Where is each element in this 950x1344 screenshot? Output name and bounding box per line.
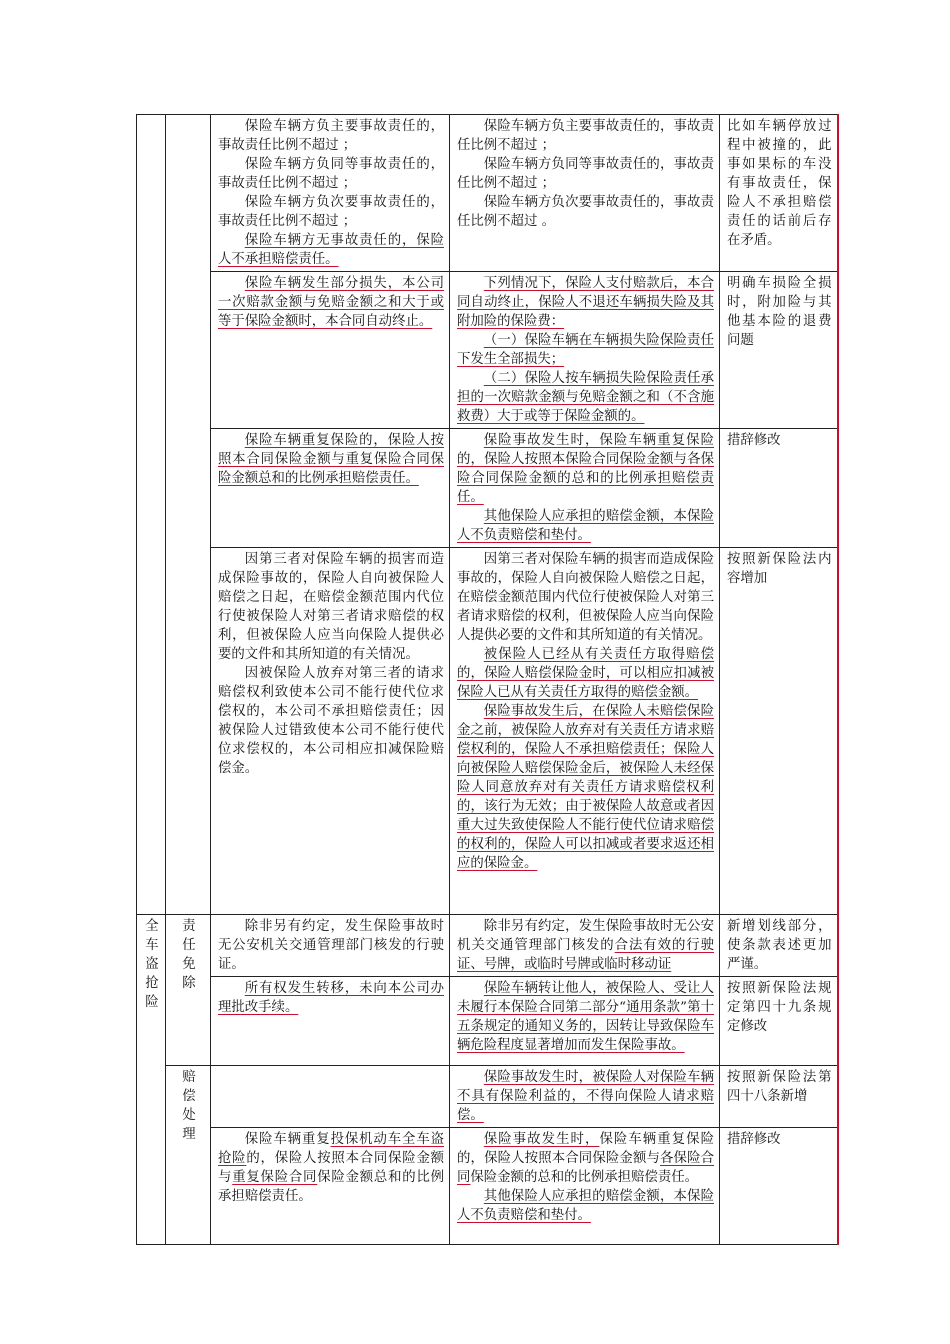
table-row xyxy=(137,1066,838,1128)
old-clause-cell xyxy=(211,1066,450,1128)
table-row xyxy=(137,272,838,429)
section-cell xyxy=(137,115,166,915)
old-clause-cell: 除非另有约定，发生保险事故时无公安机关交通管理部门核发的行驶证。 xyxy=(211,915,450,977)
new-clause-cell: 保险车辆方负主要事故责任的，事故责任比例不超过 ； 保险车辆方负同等事故责任的，事故责任比例不超过 ； 保险车辆方负次要事故责任的，事故责任比例不超过 。 xyxy=(450,115,720,272)
subsection-cell xyxy=(166,1066,211,1245)
old-clause-cell: 保险车辆重复保险的，保险人按照本合同保险金额与重复保险合同保险金额总和的比例承担赔偿责任。 xyxy=(211,429,450,548)
table-row xyxy=(137,115,838,272)
note-cell: 按照新保险法内容增加 xyxy=(720,548,838,915)
table-row xyxy=(137,977,838,1066)
note-cell: 新增划线部分，使条款表述更加严谨。 xyxy=(720,915,838,977)
subsection-title: 责任免除 xyxy=(182,919,196,991)
new-clause-cell: 下列情况下，保险人支付赔款后，本合同自动终止，保险人不退还车辆损失险及其附加险的保险费： （一）保险车辆在车辆损失险保险责任下发生全部损失； （二）保险人按车辆损失险保险责任承担的一次赔款金额与免赔金额之和（不含施救费）大于或等于保险金额的。 xyxy=(450,272,720,429)
deleted-text: 保险车辆方无事故责任的，保险人不承担赔偿责任。 xyxy=(218,233,444,267)
old-clause-cell: 所有权发生转移，未向本公司办理批改手续。 xyxy=(211,977,450,1066)
old-clause-cell: 保险车辆发生部分损失，本公司一次赔款金额与免赔金额之和大于或等于保险金额时，本合同自动终止。 xyxy=(211,272,450,429)
subsection-cell xyxy=(166,115,211,915)
new-clause-cell: 因第三者对保险车辆的损害而造成保险事故的，保险人自向被保险人赔偿之日起，在赔偿金额范围内代位行使被保险人对第三者请求赔偿的权利，但被保险人应当向保险人提供必要的文件和其所知道的有关情况。 被保险人已经从有关责任方取得赔偿的，保险人赔偿保险金时，可以相应扣减被保险人已从有关责任方取得的赔偿金额。 保险事故发生后，在保险人未赔偿保险金之前，被保险人放弃对有关责任方请求赔偿权利的，保险人不承担赔偿责任；保险人向被保险人赔偿保险金后，被保险人未经保险人同意放弃对有关责任方请求赔偿权利的，该行为无效；由于被保险人故意或者因重大过失致使保险人不能行使代位请求赔偿的权利的，保险人可以扣减或者要求返还相应的保险金。 xyxy=(450,548,720,915)
old-clause-cell: 因第三者对保险车辆的损害而造成保险事故的，保险人自向被保险人赔偿之日起，在赔偿金额范围内代位行使被保险人对第三者请求赔偿的权利，但被保险人应当向保险人提供必要的文件和其所知道的有关情况。 因被保险人放弃对第三者的请求赔偿权利致使本公司不能行使代位求偿权的，本公司不承担赔偿责任；因被保险人过错致使本公司不能行使代位求偿权的，本公司相应扣减保险赔偿金。 xyxy=(211,548,450,915)
comparison-table xyxy=(136,114,839,1245)
new-clause-cell: 除非另有约定，发生保险事故时无公安机关交通管理部门核发的合法有效的行驶证、号牌，或临时号牌或临时移动证 xyxy=(450,915,720,977)
table-row xyxy=(137,1128,838,1245)
section-cell xyxy=(137,915,166,1245)
old-clause-cell: 保险车辆方负主要事故责任的，事故责任比例不超过 ； 保险车辆方负同等事故责任的，事故责任比例不超过 ； 保险车辆方负次要事故责任的，事故责任比例不超过 ； 保险车辆方无事故责任的，保险人不承担赔偿责任。 xyxy=(211,115,450,272)
new-clause-cell: 保险车辆转让他人，被保险人、受让人未履行本保险合同第二部分“通用条款”第十五条规定的通知义务的，因转让导致保险车辆危险程度显著增加而发生保险事故。 xyxy=(450,977,720,1066)
table-row xyxy=(137,429,838,548)
new-clause-cell: 保险事故发生时，保险车辆重复保险的，保险人按照本保险合同保险金额与各保险合同保险金额的总和的比例承担赔偿责任。 其他保险人应承担的赔偿金额，本保险人不负责赔偿和垫付。 xyxy=(450,429,720,548)
note-cell: 措辞修改 xyxy=(720,429,838,548)
table-row xyxy=(137,548,838,915)
new-clause-cell: 保险事故发生时，被保险人对保险车辆不具有保险利益的，不得向保险人请求赔偿。 xyxy=(450,1066,720,1128)
note-cell: 按照新保险法第四十八条新增 xyxy=(720,1066,838,1128)
new-clause-cell: 保险事故发生时，保险车辆重复保险的，保险人按照本合同保险金额与各保险合同保险金额的总和的比例承担赔偿责任。 其他保险人应承担的赔偿金额，本保险人不负责赔偿和垫付。 xyxy=(450,1128,720,1245)
added-text: 合法有效的行驶证、号牌，或临时号牌或临时移动证 xyxy=(457,938,715,972)
table-row xyxy=(137,915,838,977)
subsection-cell xyxy=(166,915,211,1066)
note-cell: 明确车损险全损时，附加险与其他基本险的退费问题 xyxy=(720,272,838,429)
note-cell: 措辞修改 xyxy=(720,1128,838,1245)
old-clause-cell: 保险车辆重复投保机动车全车盗抢险的，保险人按照本合同保险金额与重复保险合同保险金额总和的比例承担赔偿责任。 xyxy=(211,1128,450,1245)
note-cell: 按照新保险法规定第四十九条规定修改 xyxy=(720,977,838,1066)
note-cell: 比如车辆停放过程中被撞的，此事如果标的车没有事故责任，保险人不承担赔偿责任的话前后存在矛盾。 xyxy=(720,115,838,272)
section-title: 全车盗抢险 xyxy=(145,919,159,1010)
subsection-title: 赔偿处理 xyxy=(182,1070,196,1142)
